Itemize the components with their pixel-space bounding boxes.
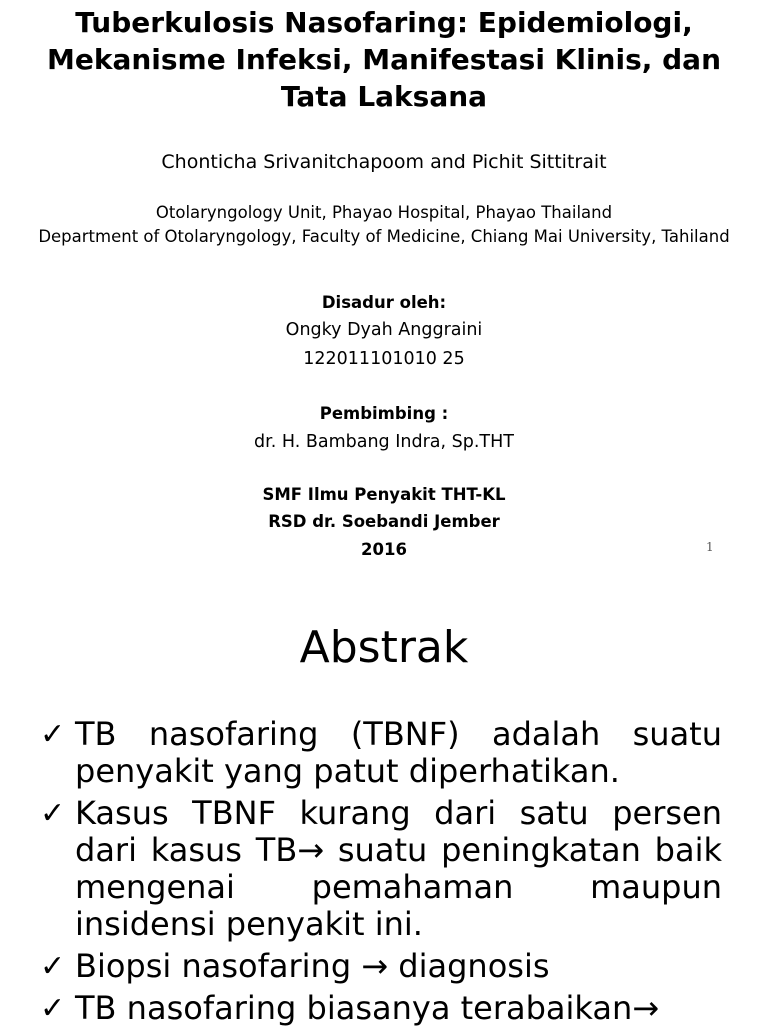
pembimbing-name: dr. H. Bambang Indra, Sp.THT	[254, 432, 514, 452]
pembimbing-label: Pembimbing :	[319, 404, 449, 423]
list-item	[40, 795, 722, 943]
check-mark-icon: ✓	[40, 717, 66, 752]
bullet-text: Biopsi nasofaring → diagnosis	[75, 947, 550, 985]
affiliation-2: Department of Otolaryngology, Faculty of Medicine, Chiang Mai University, Tahiland	[38, 227, 730, 246]
abstract-bullet-list	[40, 716, 722, 1032]
paper-title: Tuberkulosis Nasofaring: Epidemiologi, Mekanisme Infeksi, Manifestasi Klinis, dan Tata Laksana	[46, 6, 722, 113]
abstract-slide	[0, 600, 768, 1027]
abstract-title: Abstrak	[299, 622, 469, 673]
check-mark-icon: ✓	[40, 949, 66, 984]
disadur-label: Disadur oleh:	[321, 293, 447, 312]
year: 2016	[361, 540, 407, 559]
list-item	[40, 990, 722, 1027]
bullet-text: TB nasofaring (TBNF) adalah suatu penyakit yang patut diperhatikan.	[75, 715, 722, 790]
affiliation-1: Otolaryngology Unit, Phayao Hospital, Phayao Thailand	[155, 203, 613, 222]
page-number: 1	[706, 540, 714, 554]
bullet-text: TB nasofaring biasanya terabaikan→	[75, 989, 660, 1027]
bullet-text: Kasus TBNF kurang dari satu persen dari kasus TB→ suatu peningkatan baik mengenai pemahaman maupun insidensi penyakit ini.	[75, 794, 722, 943]
list-item	[40, 716, 722, 790]
check-mark-icon: ✓	[40, 796, 66, 831]
institution-hospital: RSD dr. Soebandi Jember	[268, 512, 500, 531]
authors: Chonticha Srivanitchapoom and Pichit Sittitrait	[161, 151, 607, 173]
list-item	[40, 948, 722, 985]
disadur-nim: 122011101010 25	[303, 349, 465, 369]
institution-department: SMF Ilmu Penyakit THT-KL	[262, 485, 506, 504]
check-mark-icon: ✓	[40, 991, 66, 1026]
disadur-name: Ongky Dyah Anggraini	[285, 320, 483, 340]
